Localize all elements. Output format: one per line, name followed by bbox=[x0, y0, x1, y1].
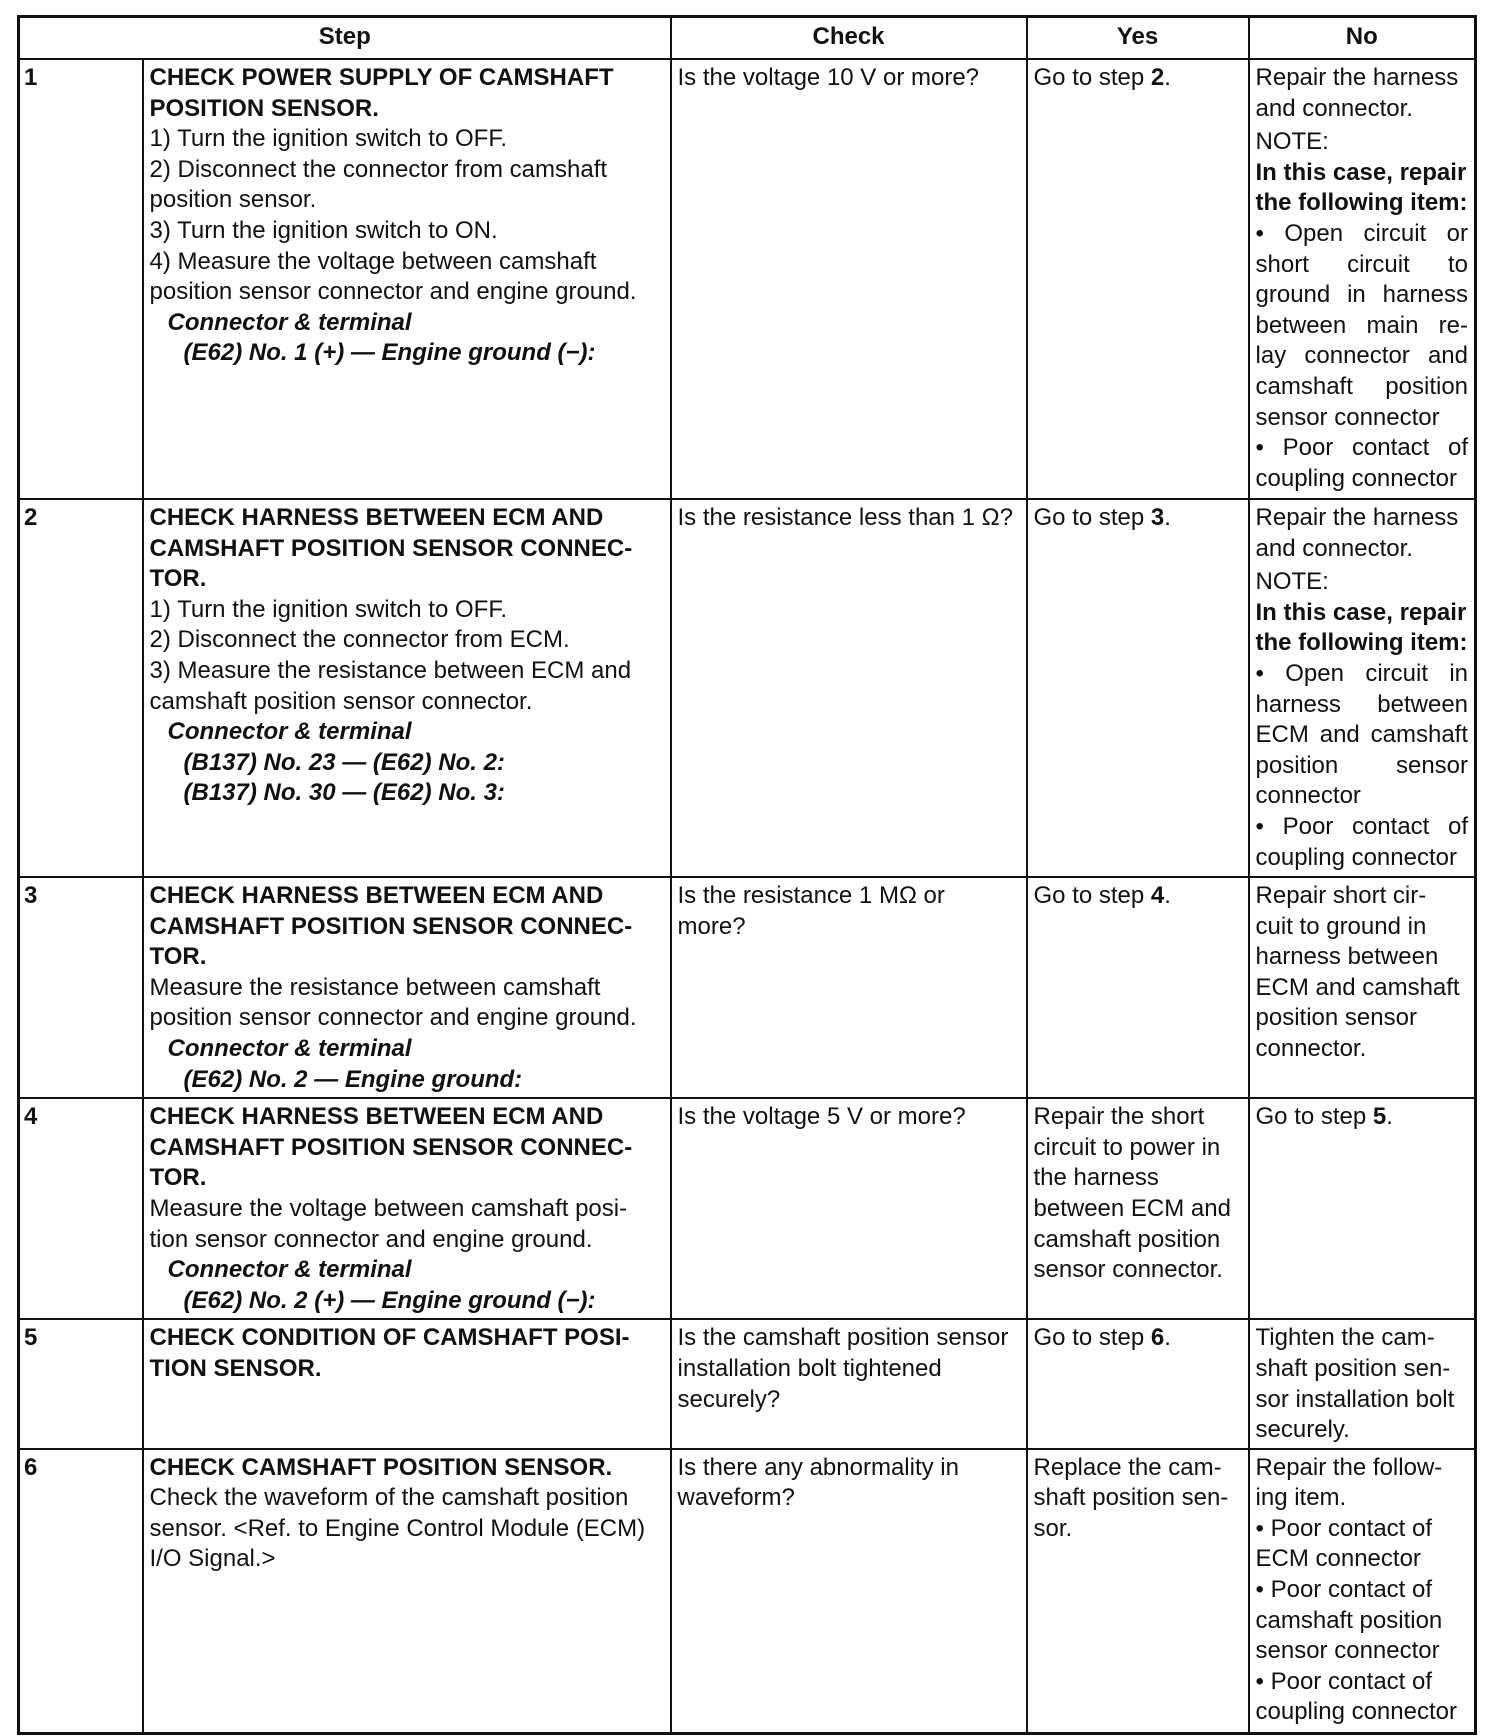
yes-text: Replace the cam- bbox=[1033, 1453, 1222, 1481]
step-instruction: Measure the voltage between camshaft posi- bbox=[149, 1194, 628, 1222]
no-text: Tighten the cam- bbox=[1255, 1324, 1435, 1352]
check-cell bbox=[671, 1449, 1027, 1734]
step-title-line: CHECK HARNESS BETWEEN ECM AND bbox=[149, 1103, 604, 1131]
no-text: connector. bbox=[1255, 1034, 1367, 1062]
check-text: Is there any abnormality in bbox=[677, 1453, 959, 1481]
note-lead: the following item: bbox=[1255, 189, 1468, 217]
note-item: • Open circuit or bbox=[1255, 219, 1469, 247]
yes-text: the harness bbox=[1033, 1164, 1159, 1192]
note-item: ECM and camshaft bbox=[1255, 721, 1469, 749]
check-text: Is the voltage 10 V or more? bbox=[677, 64, 980, 91]
yes-cell bbox=[1027, 1098, 1249, 1319]
table-row bbox=[19, 1319, 1476, 1448]
step-instruction: 2) Disconnect the connector from ECM. bbox=[149, 626, 570, 654]
no-text: Repair the harness bbox=[1255, 64, 1459, 91]
step-title-line: TION SENSOR. bbox=[149, 1354, 322, 1382]
step-cell bbox=[143, 1449, 671, 1734]
no-text: ECM connector bbox=[1255, 1545, 1421, 1573]
check-text: waveform? bbox=[677, 1484, 795, 1512]
step-cell bbox=[143, 499, 671, 877]
check-cell bbox=[671, 1319, 1027, 1448]
yes-text: Go to step bbox=[1033, 882, 1151, 909]
step-title-line: CHECK HARNESS BETWEEN ECM AND bbox=[149, 504, 604, 531]
no-cell bbox=[1249, 1319, 1476, 1448]
yes-cell bbox=[1027, 1449, 1249, 1734]
connector-terminal: (E62) No. 1 (+) — Engine ground (−): bbox=[183, 339, 596, 367]
yes-text: Repair the short bbox=[1033, 1103, 1205, 1131]
step-title-line: CHECK CAMSHAFT POSITION SENSOR. bbox=[149, 1453, 613, 1481]
connector-heading: Connector & terminal bbox=[167, 718, 412, 746]
diagnosis-table bbox=[17, 15, 1477, 1735]
step-instruction: I/O Signal.> bbox=[149, 1545, 276, 1573]
connector-heading: Connector & terminal bbox=[167, 1256, 412, 1284]
yes-text: circuit to power in bbox=[1033, 1133, 1221, 1161]
no-text: cuit to ground in bbox=[1255, 912, 1427, 940]
no-text: camshaft position bbox=[1255, 1606, 1443, 1634]
step-instruction: tion sensor connector and engine ground. bbox=[149, 1225, 593, 1253]
yes-text: sor. bbox=[1033, 1514, 1073, 1542]
check-text: securely? bbox=[677, 1385, 781, 1413]
table-row bbox=[19, 59, 1476, 499]
yes-step-ref: 2 bbox=[1150, 64, 1165, 91]
note-item: connector bbox=[1255, 782, 1361, 810]
yes-cell bbox=[1027, 877, 1249, 1098]
no-text: coupling connector bbox=[1255, 1698, 1457, 1726]
note-item: coupling connector bbox=[1255, 464, 1457, 492]
step-title-line: TOR. bbox=[149, 565, 207, 593]
yes-text: Go to step bbox=[1033, 64, 1151, 91]
check-cell bbox=[671, 499, 1027, 877]
step-instruction: 1) Turn the ignition switch to OFF. bbox=[149, 125, 507, 153]
note-item: lay connector and bbox=[1255, 342, 1469, 370]
no-text: • Poor contact of bbox=[1255, 1576, 1433, 1604]
step-title-line: TOR. bbox=[149, 943, 207, 971]
no-cell bbox=[1249, 1098, 1476, 1319]
step-title-line: POSITION SENSOR. bbox=[149, 94, 379, 122]
table-row bbox=[19, 1449, 1476, 1734]
note-label: NOTE: bbox=[1255, 128, 1329, 156]
yes-text: Go to step bbox=[1033, 1324, 1151, 1352]
connector-heading: Connector & terminal bbox=[167, 1034, 412, 1062]
header-check: Check bbox=[671, 17, 1027, 60]
yes-step-ref: 3 bbox=[1150, 504, 1165, 531]
yes-text-suffix: . bbox=[1164, 504, 1171, 531]
table-row bbox=[19, 877, 1476, 1098]
step-instruction: 3) Turn the ignition switch to ON. bbox=[149, 216, 498, 244]
no-cell bbox=[1249, 499, 1476, 877]
no-text: Repair short cir- bbox=[1255, 882, 1427, 909]
no-text: and connector. bbox=[1255, 94, 1413, 122]
step-instruction: position sensor connector and engine ground. bbox=[149, 278, 637, 306]
no-text-suffix: . bbox=[1386, 1103, 1393, 1131]
no-text: • Poor contact of bbox=[1255, 1667, 1433, 1695]
note-item: position sensor bbox=[1255, 751, 1469, 779]
yes-text-suffix: . bbox=[1164, 882, 1171, 909]
step-cell bbox=[143, 1319, 671, 1448]
table-row bbox=[19, 499, 1476, 877]
step-cell bbox=[143, 1098, 671, 1319]
connector-heading: Connector & terminal bbox=[167, 308, 412, 336]
yes-text: Go to step bbox=[1033, 504, 1151, 531]
step-instruction: position sensor connector and engine ground. bbox=[149, 1004, 637, 1032]
step-instruction: 1) Turn the ignition switch to OFF. bbox=[149, 595, 507, 623]
yes-step-ref: 6 bbox=[1150, 1324, 1165, 1352]
yes-text: shaft position sen- bbox=[1033, 1484, 1229, 1512]
step-title-line: CHECK HARNESS BETWEEN ECM AND bbox=[149, 882, 604, 909]
step-cell bbox=[143, 877, 671, 1098]
note-item: • Poor contact of bbox=[1255, 434, 1469, 462]
yes-text-suffix: . bbox=[1164, 1324, 1171, 1352]
step-number: 6 bbox=[19, 1449, 143, 1734]
yes-cell bbox=[1027, 1319, 1249, 1448]
yes-cell bbox=[1027, 499, 1249, 877]
check-text: Is the resistance 1 MΩ or bbox=[677, 882, 945, 909]
no-text: ing item. bbox=[1255, 1484, 1347, 1512]
connector-terminal: (B137) No. 30 — (E62) No. 3: bbox=[183, 779, 505, 807]
no-text: • Poor contact of bbox=[1255, 1514, 1433, 1542]
no-text: position sensor bbox=[1255, 1004, 1417, 1032]
check-text: more? bbox=[677, 912, 746, 940]
note-item: • Poor contact of bbox=[1255, 812, 1469, 840]
note-lead: In this case, repair bbox=[1255, 158, 1467, 186]
note-item: camshaft position bbox=[1255, 372, 1469, 400]
step-instruction: Measure the resistance between camshaft bbox=[149, 973, 601, 1001]
note-lead: In this case, repair bbox=[1255, 598, 1467, 626]
connector-terminal: (B137) No. 23 — (E62) No. 2: bbox=[183, 748, 505, 776]
no-text: shaft position sen- bbox=[1255, 1354, 1451, 1382]
no-cell bbox=[1249, 59, 1476, 499]
no-text: Repair the harness bbox=[1255, 504, 1459, 531]
step-title-line: CHECK POWER SUPPLY OF CAMSHAFT bbox=[149, 64, 614, 91]
check-cell bbox=[671, 1098, 1027, 1319]
yes-text: between ECM and bbox=[1033, 1194, 1231, 1222]
no-cell bbox=[1249, 1449, 1476, 1734]
step-title-line: CAMSHAFT POSITION SENSOR CONNEC- bbox=[149, 534, 633, 562]
yes-step-ref: 4 bbox=[1150, 882, 1165, 909]
no-text: securely. bbox=[1255, 1416, 1350, 1444]
note-item: between main re- bbox=[1255, 311, 1469, 339]
step-instruction: position sensor. bbox=[149, 186, 317, 214]
header-step: Step bbox=[19, 17, 671, 60]
no-cell bbox=[1249, 877, 1476, 1098]
note-item: coupling connector bbox=[1255, 843, 1457, 871]
yes-text: camshaft position bbox=[1033, 1225, 1221, 1253]
table-row bbox=[19, 1098, 1476, 1319]
step-instruction: camshaft position sensor connector. bbox=[149, 687, 533, 715]
connector-terminal: (E62) No. 2 (+) — Engine ground (−): bbox=[183, 1286, 596, 1314]
step-number: 2 bbox=[19, 499, 143, 877]
step-instruction: 4) Measure the voltage between camshaft bbox=[149, 247, 597, 275]
check-text: Is the resistance less than 1 Ω? bbox=[677, 504, 1013, 531]
yes-cell bbox=[1027, 59, 1249, 499]
note-item: short circuit to bbox=[1255, 250, 1469, 278]
no-text: sor installation bolt bbox=[1255, 1385, 1455, 1413]
yes-text-suffix: . bbox=[1164, 64, 1171, 91]
step-title-line: CAMSHAFT POSITION SENSOR CONNEC- bbox=[149, 912, 633, 940]
note-item: ground in harness bbox=[1255, 281, 1469, 309]
step-number: 1 bbox=[19, 59, 143, 499]
header-row bbox=[19, 17, 1476, 60]
header-no: No bbox=[1249, 17, 1476, 60]
note-item: sensor connector bbox=[1255, 403, 1440, 431]
check-cell bbox=[671, 59, 1027, 499]
step-title-line: CAMSHAFT POSITION SENSOR CONNEC- bbox=[149, 1133, 633, 1161]
step-title-line: TOR. bbox=[149, 1164, 207, 1192]
step-number: 5 bbox=[19, 1319, 143, 1448]
step-instruction: 2) Disconnect the connector from camshaft bbox=[149, 155, 608, 183]
no-text: Repair the follow- bbox=[1255, 1453, 1443, 1481]
yes-text: sensor connector. bbox=[1033, 1256, 1223, 1284]
no-text: Go to step bbox=[1255, 1103, 1373, 1131]
step-number: 4 bbox=[19, 1098, 143, 1319]
step-number: 3 bbox=[19, 877, 143, 1098]
check-text: installation bolt tightened bbox=[677, 1354, 942, 1382]
note-lead: the following item: bbox=[1255, 629, 1468, 657]
note-item: • Open circuit in bbox=[1255, 659, 1469, 687]
no-step-ref: 5 bbox=[1372, 1103, 1387, 1131]
no-text: ECM and camshaft bbox=[1255, 973, 1460, 1001]
no-text: harness between bbox=[1255, 943, 1439, 971]
check-text: Is the voltage 5 V or more? bbox=[677, 1103, 966, 1131]
connector-terminal: (E62) No. 2 — Engine ground: bbox=[183, 1065, 523, 1093]
no-text: sensor connector bbox=[1255, 1637, 1440, 1665]
header-yes: Yes bbox=[1027, 17, 1249, 60]
step-instruction: 3) Measure the resistance between ECM and bbox=[149, 656, 632, 684]
step-instruction: sensor. <Ref. to Engine Control Module (ECM) bbox=[149, 1514, 646, 1542]
no-text: and connector. bbox=[1255, 534, 1413, 562]
step-title-line: CHECK CONDITION OF CAMSHAFT POSI- bbox=[149, 1324, 630, 1352]
note-item: harness between bbox=[1255, 690, 1469, 718]
step-instruction: Check the waveform of the camshaft position bbox=[149, 1484, 629, 1512]
check-text: Is the camshaft position sensor bbox=[677, 1324, 1009, 1352]
check-cell bbox=[671, 877, 1027, 1098]
note-label: NOTE: bbox=[1255, 568, 1329, 596]
step-cell bbox=[143, 59, 671, 499]
